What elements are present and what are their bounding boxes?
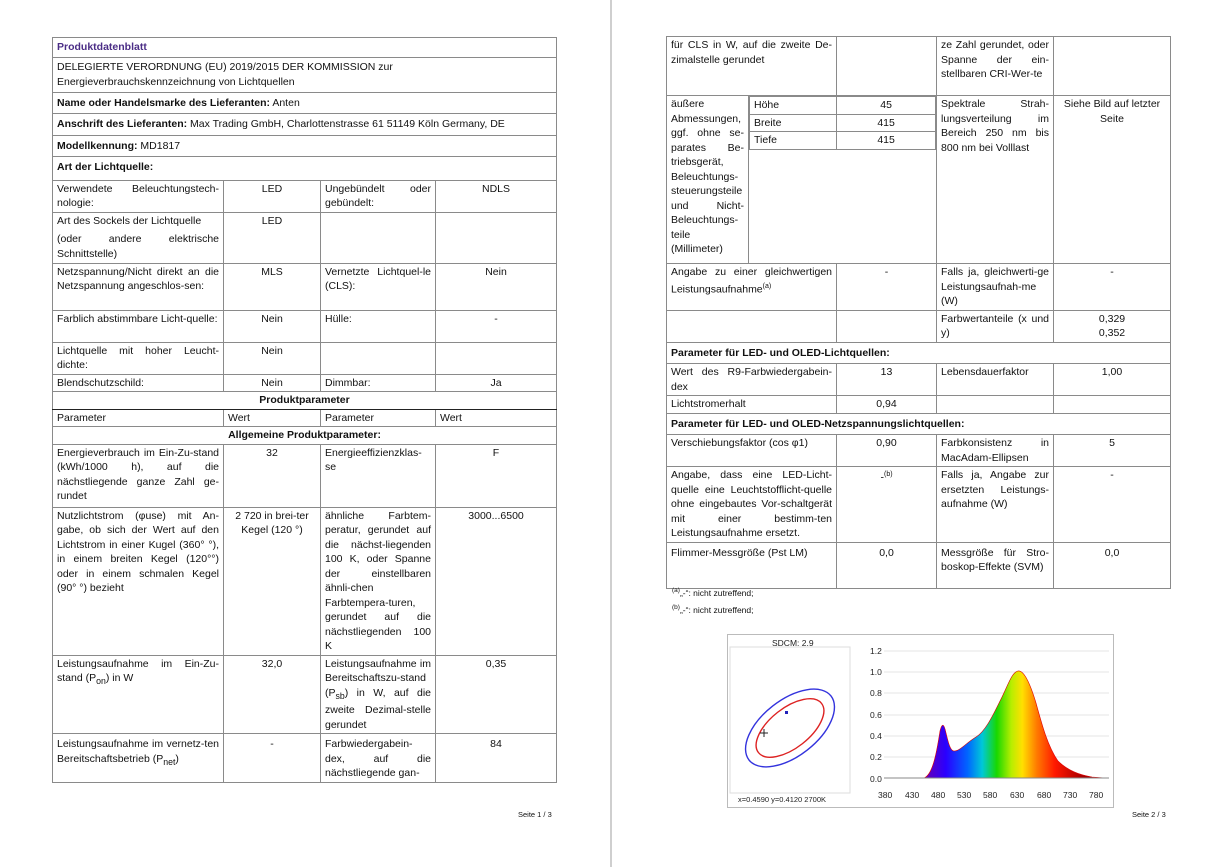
cell: 1,00 bbox=[1054, 364, 1171, 396]
cell bbox=[53, 655, 224, 734]
cell bbox=[321, 212, 436, 263]
cell: Farbwiedergabein-dex, auf die nächstliegende gan- bbox=[321, 734, 436, 783]
address-value: Max Trading GmbH, Charlottenstrasse 61 51149 Köln Germany, DE bbox=[190, 118, 505, 130]
cell: Flimmer-Messgröße (Pst LM) bbox=[667, 542, 837, 588]
cell: LED bbox=[224, 180, 321, 212]
cell bbox=[667, 310, 837, 342]
footnote-mark: (a) bbox=[672, 587, 680, 594]
cell: - bbox=[224, 734, 321, 783]
y-tick-label: 1.0 bbox=[870, 667, 882, 677]
cell bbox=[53, 734, 224, 783]
cell-text: Angabe zu einer gleichwertigen Leistungsaufnahme bbox=[671, 266, 833, 295]
model-row bbox=[53, 135, 557, 157]
cell: - bbox=[436, 310, 557, 342]
cell bbox=[837, 467, 937, 543]
table-row bbox=[667, 37, 1171, 96]
brand-label: Name oder Handelsmarke des Lieferanten: bbox=[57, 96, 270, 109]
dim-value: 45 bbox=[837, 97, 936, 115]
cell: Nein bbox=[224, 374, 321, 392]
chroma-x: 0,329 bbox=[1098, 312, 1126, 325]
brand-value: Anten bbox=[272, 96, 300, 109]
x-tick-label: 380 bbox=[878, 790, 893, 800]
footnote-b bbox=[672, 602, 754, 616]
table-row bbox=[53, 507, 557, 655]
cell: Dimmbar: bbox=[321, 374, 436, 392]
cell: Hülle: bbox=[321, 310, 436, 342]
cell bbox=[667, 264, 837, 311]
cell bbox=[1054, 396, 1171, 414]
footnote-text: „-“: nicht zutreffend; bbox=[679, 604, 754, 615]
cell: MLS bbox=[224, 263, 321, 310]
cell: Messgröße für Stro-boskop-Effekte (SVM) bbox=[937, 542, 1054, 588]
cell bbox=[837, 310, 937, 342]
cell: Energieeffizienzklas-se bbox=[321, 444, 436, 507]
cell: Nein bbox=[224, 342, 321, 374]
page-number: Seite 1 / 3 bbox=[518, 810, 552, 819]
cell-text: ) in W, auf die zweite Dezimal-stelle gerundet bbox=[325, 686, 431, 731]
dimensions-cell bbox=[749, 96, 937, 264]
datasheet-table-page-1 bbox=[52, 37, 557, 783]
y-tick-label: 0.0 bbox=[870, 774, 882, 784]
cell: 0,94 bbox=[837, 396, 937, 414]
table-row bbox=[667, 264, 1171, 311]
table-row bbox=[53, 263, 557, 310]
x-tick-label: 530 bbox=[957, 790, 972, 800]
cell: Siehe Bild auf letzter Seite bbox=[1054, 96, 1171, 264]
page-number: Seite 2 / 3 bbox=[1132, 810, 1166, 819]
cell: für CLS in W, auf die zweite De-zimalstelle gerundet bbox=[667, 37, 837, 96]
table-row bbox=[53, 342, 557, 374]
cell: - bbox=[1054, 264, 1171, 311]
table-row bbox=[53, 655, 557, 734]
led-params-heading: Parameter für LED- und OLED-Lichtquellen: bbox=[667, 342, 1171, 364]
cell: Lichtstromerhalt bbox=[667, 396, 837, 414]
x-tick-label: 430 bbox=[905, 790, 920, 800]
dim-value: 415 bbox=[837, 132, 936, 150]
cell-text: ) in W bbox=[105, 672, 134, 684]
y-tick-label: 1.2 bbox=[870, 646, 882, 656]
cell: Verschiebungsfaktor (cos φ1) bbox=[667, 435, 837, 467]
dim-label: Höhe bbox=[750, 97, 837, 115]
column-header-row bbox=[53, 409, 557, 427]
cell: 0,0 bbox=[837, 542, 937, 588]
table-row bbox=[53, 374, 557, 392]
cell: 3000...6500 bbox=[436, 507, 557, 655]
footnote-mark: (a) bbox=[762, 282, 772, 290]
cell: Netzspannung/Nicht direkt an die Netzspannung angeschlos-sen: bbox=[53, 263, 224, 310]
cell: Ungebündelt oder gebündelt: bbox=[321, 180, 436, 212]
spectral-curve bbox=[924, 671, 1106, 778]
cell: NDLS bbox=[436, 180, 557, 212]
dim-label: Breite bbox=[750, 114, 837, 132]
cell bbox=[436, 212, 557, 263]
footnote-text: „-“: nicht zutreffend; bbox=[679, 587, 754, 598]
dim-label: Tiefe bbox=[750, 132, 837, 150]
chroma-y: 0,352 bbox=[1098, 327, 1126, 339]
cell: 0,35 bbox=[436, 655, 557, 734]
dim-value: 415 bbox=[837, 114, 936, 132]
y-tick-label: 0.4 bbox=[870, 731, 882, 741]
sdcm-label: SDCM: 2.9 bbox=[772, 638, 814, 648]
cell: - bbox=[1054, 467, 1171, 543]
cell: Lichtquelle mit hoher Leucht-dichte: bbox=[53, 342, 224, 374]
table-row bbox=[53, 212, 557, 263]
model-value: MD1817 bbox=[140, 139, 181, 152]
y-tick-label: 0.8 bbox=[870, 688, 882, 698]
table-row bbox=[53, 444, 557, 507]
cell-text: - bbox=[880, 471, 884, 484]
cell: 0,0 bbox=[1054, 542, 1171, 588]
cell: Vernetzte Lichtquel-le (CLS): bbox=[321, 263, 436, 310]
cell-line: (oder andere elektrische Schnittstelle) bbox=[57, 233, 219, 260]
cell: 5 bbox=[1054, 435, 1171, 467]
cell: Nein bbox=[224, 310, 321, 342]
table-row bbox=[667, 396, 1171, 414]
cell-text: Leistungsaufnahme im Ein-Zu-stand (P bbox=[57, 657, 219, 684]
page-title: Produktdatenblatt bbox=[53, 38, 557, 58]
cell: LED bbox=[224, 212, 321, 263]
column-header: Parameter bbox=[321, 409, 436, 427]
cell: Verwendete Beleuchtungstech-nologie: bbox=[53, 180, 224, 212]
cell bbox=[321, 342, 436, 374]
datasheet-table-page-2 bbox=[666, 36, 1171, 589]
model-label: Modellkennung: bbox=[57, 139, 138, 152]
table-row bbox=[667, 364, 1171, 396]
column-header: Parameter bbox=[53, 409, 224, 427]
table-row bbox=[53, 180, 557, 212]
regulation-text: DELEGIERTE VERORDNUNG (EU) 2019/2015 DER KOMMISSION zur Energieverbrauchskennzeichnung von Lichtquellen bbox=[53, 57, 557, 92]
cell: ähnliche Farbtem-peratur, gerundet auf die nächst-liegenden 100 K, oder Spanne der einstellbaren ähnli-chen Farbtempera-turen, gerundet auf die nächstliegenden 100 K bbox=[321, 507, 436, 655]
cell bbox=[837, 37, 937, 96]
table-row bbox=[667, 467, 1171, 543]
cell-subscript: sb bbox=[335, 690, 345, 701]
light-source-type-heading: Art der Lichtquelle: bbox=[53, 157, 557, 181]
brand-row bbox=[53, 92, 557, 114]
x-tick-label: 730 bbox=[1063, 790, 1078, 800]
cell: Wert des R9-Farbwiedergabein-dex bbox=[667, 364, 837, 396]
address-row bbox=[53, 114, 557, 136]
footnote-mark: (b) bbox=[672, 604, 680, 611]
cell: F bbox=[436, 444, 557, 507]
table-row bbox=[53, 310, 557, 342]
cell: Falls ja, gleichwerti-ge Leistungsaufnah-me (W) bbox=[937, 264, 1054, 311]
cell-text: Leistungsaufnahme im Bereitschaftszu-stand (P bbox=[325, 657, 431, 699]
table-row bbox=[667, 542, 1171, 588]
cell bbox=[53, 212, 224, 263]
cell bbox=[937, 396, 1054, 414]
page-1 bbox=[0, 0, 610, 867]
measured-point bbox=[785, 711, 788, 714]
cell: Nein bbox=[436, 263, 557, 310]
mains-params-heading: Parameter für LED- und OLED-Netzspannungslichtquellen: bbox=[667, 413, 1171, 435]
cell: Falls ja, Angabe zur ersetzten Leistungs-aufnahme (W) bbox=[937, 467, 1054, 543]
cell: Farbkonsistenz in MacAdam-Ellipsen bbox=[937, 435, 1054, 467]
cell: 32,0 bbox=[224, 655, 321, 734]
cell: 32 bbox=[224, 444, 321, 507]
cell: Ja bbox=[436, 374, 557, 392]
cell: Angabe, dass eine LED-Licht-quelle eine Leuchtstofflicht-quelle ohne eingebautes Vor-schaltgerät mit einer bestimm-ten Leistungsaufnahme ersetzt. bbox=[667, 467, 837, 543]
column-header: Wert bbox=[436, 409, 557, 427]
table-row bbox=[667, 435, 1171, 467]
cell: Lebensdauerfaktor bbox=[937, 364, 1054, 396]
x-tick-label: 630 bbox=[1010, 790, 1025, 800]
table-row bbox=[53, 734, 557, 783]
spectrum-plot bbox=[884, 647, 1114, 787]
cell: Farbwertanteile (x und y) bbox=[937, 310, 1054, 342]
cell-subscript: on bbox=[96, 676, 106, 687]
cell: Nutzlichtstrom (φuse) mit An-gabe, ob sich der Wert auf den Lichtstrom in einer Kugel (360° °), in einem breiten Kegel (120°°) oder in einem schmalen Kegel (90° °) bezieht bbox=[53, 507, 224, 655]
spectrum-figure bbox=[727, 634, 1114, 808]
cell bbox=[436, 342, 557, 374]
cell: Farblich abstimmbare Licht-quelle: bbox=[53, 310, 224, 342]
table-row bbox=[667, 96, 1171, 264]
product-params-heading: Produktparameter bbox=[53, 392, 557, 410]
x-tick-label: 480 bbox=[931, 790, 946, 800]
cell-text: Leistungsaufnahme im vernetz-ten Bereitschaftsbetrieb (P bbox=[57, 738, 219, 765]
table-row bbox=[667, 310, 1171, 342]
cell: 84 bbox=[436, 734, 557, 783]
cell: Energieverbrauch im Ein-Zu-stand (kWh/1000 h), auf die nächstliegende ganze Zahl ge-rundet bbox=[53, 444, 224, 507]
cell: 0,90 bbox=[837, 435, 937, 467]
page-2 bbox=[612, 0, 1225, 867]
general-params-heading: Allgemeine Produktparameter: bbox=[53, 427, 557, 445]
y-tick-label: 0.6 bbox=[870, 710, 882, 720]
cell: Blendschutzschild: bbox=[53, 374, 224, 392]
x-tick-label: 580 bbox=[983, 790, 998, 800]
column-header: Wert bbox=[224, 409, 321, 427]
cell: Spektrale Strah-lungsverteilung im Bereich 250 nm bis 800 nm bei Volllast bbox=[937, 96, 1054, 264]
y-tick-label: 0.2 bbox=[870, 752, 882, 762]
cell: äußere Abmessungen, ggf. ohne se-parates Be-triebsgerät, Beleuchtungs-steuerungsteile und Nicht-Beleuchtungs-teile (Millimeter) bbox=[667, 96, 749, 264]
x-tick-label: 780 bbox=[1089, 790, 1104, 800]
cell: 2 720 in brei-ter Kegel (120 °) bbox=[224, 507, 321, 655]
chromaticity-xy-label: x=0.4590 y=0.4120 2700K bbox=[738, 795, 826, 804]
cell bbox=[1054, 310, 1171, 342]
cell: - bbox=[837, 264, 937, 311]
footnote-a bbox=[672, 585, 754, 599]
footnote-mark: (b) bbox=[883, 471, 893, 478]
chromaticity-panel bbox=[728, 635, 853, 805]
cell-line: Art des Sockels der Lichtquelle bbox=[57, 214, 202, 227]
cell-text: ) bbox=[175, 752, 179, 765]
cell-subscript: net bbox=[163, 756, 176, 767]
x-tick-label: 680 bbox=[1037, 790, 1052, 800]
cell: ze Zahl gerundet, oder Spanne der ein-stellbaren CRI-Wer-te bbox=[937, 37, 1054, 96]
cell bbox=[1054, 37, 1171, 96]
cell: 13 bbox=[837, 364, 937, 396]
address-label: Anschrift des Lieferanten: bbox=[57, 118, 188, 130]
cell bbox=[321, 655, 436, 734]
